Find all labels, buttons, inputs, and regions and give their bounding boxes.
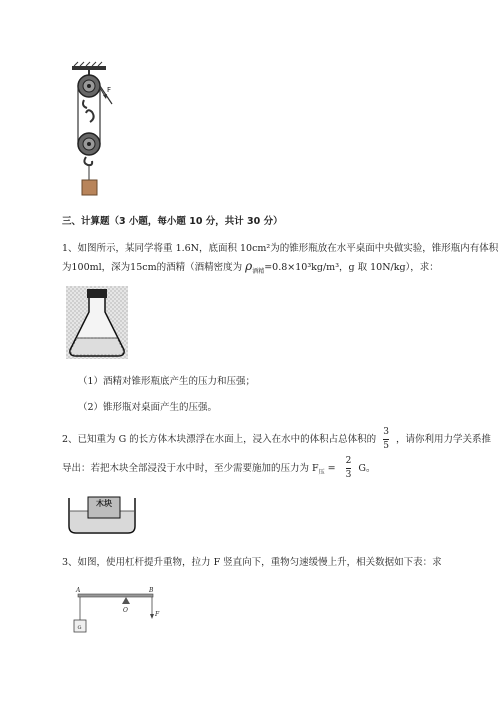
flask-stopper — [87, 289, 107, 298]
frac2-numerator: 2 — [345, 456, 352, 466]
q1-line1: 1、如图所示，某同学将重 1.6N，底面积 10cm²为的锥形瓶放在水平桌面中央做实验，锥形瓶内有体积 — [62, 243, 499, 254]
q2-line1-b: ，请你利用力学关系推 — [395, 434, 491, 445]
q2-eq: = — [327, 463, 336, 474]
ceiling-hatch — [74, 62, 102, 66]
label-b: B — [149, 587, 154, 594]
q1-sub1: （1）酒精对锥形瓶底产生的压力和压强； — [78, 376, 256, 387]
fraction-three-fifths — [383, 427, 389, 452]
q1-line2 — [62, 260, 439, 278]
q2-line1-a: 2、已知重为 G 的长方体木块漂浮在水面上，浸入在水中的体积占总体积的 — [62, 434, 377, 445]
label-a: A — [76, 587, 81, 594]
label-g: G — [77, 625, 82, 631]
lever-figure — [68, 584, 164, 642]
lever-bar — [78, 594, 153, 597]
frac1-numerator: 3 — [383, 427, 389, 437]
rho-symbol: ρ — [245, 259, 253, 273]
pulley-figure — [60, 60, 130, 205]
label-f: F — [155, 611, 160, 618]
wood-block-label: 木块 — [96, 499, 112, 508]
q2-line1 — [62, 427, 491, 452]
fulcrum — [122, 597, 130, 604]
flask-figure — [66, 286, 128, 359]
q1-sub2: （2）锥形瓶对桌面产生的压强。 — [78, 402, 218, 413]
fraction-two-thirds — [346, 456, 352, 481]
q2-line2-b: G。 — [358, 463, 376, 474]
f-subscript: 压 — [318, 468, 325, 476]
q2-line2-a: 导出：若把木块全部浸没于水中时，至少需要施加的压力为 F — [62, 463, 319, 474]
q1-line2-b: =0.8×10³kg/m³，g 取 10N/kg），求： — [264, 262, 439, 273]
q3-line1: 3、如图，使用杠杆提升重物，拉力 F 竖直向下，重物匀速缓慢上升，相关数据如下表：求 — [62, 557, 442, 568]
weight-block — [82, 180, 97, 195]
alcohol-liquid — [71, 338, 123, 355]
floating-block-figure — [68, 492, 136, 534]
q1-line2-a: 为100ml，深为15cm的酒精（酒精密度为 — [62, 262, 243, 273]
frac2-denominator: 3 — [345, 470, 352, 480]
rho-subscript: 酒精 — [252, 267, 265, 275]
ceiling-bar — [72, 66, 106, 70]
frac1-denominator: 5 — [383, 441, 389, 451]
force-label: F — [107, 86, 112, 94]
label-o: O — [123, 607, 128, 614]
section-heading: 三、计算题（3 小题，每小题 10 分，共计 30 分） — [62, 216, 283, 227]
q2-line2 — [62, 456, 376, 481]
